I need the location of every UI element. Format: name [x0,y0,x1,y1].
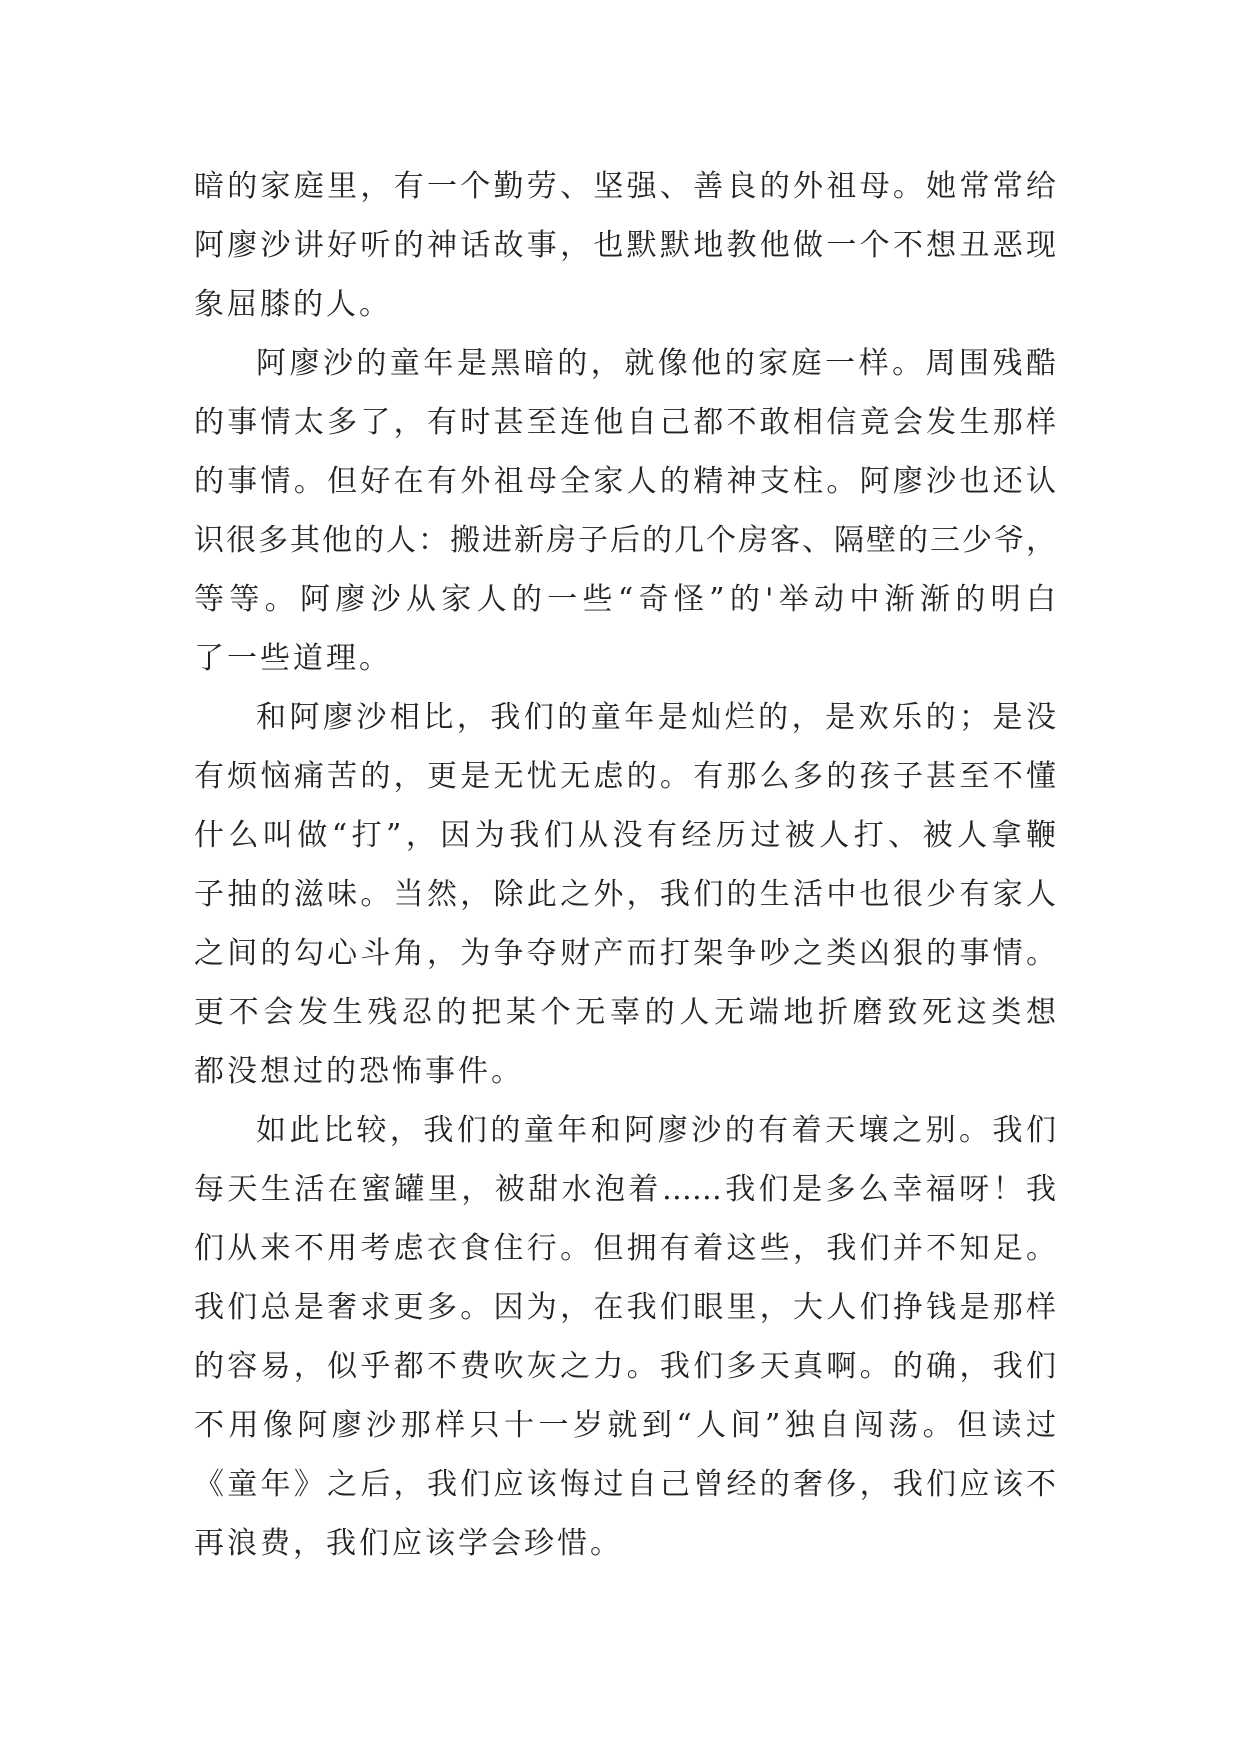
text-line: 的事情。但好在有外祖母全家人的精神支柱。阿廖沙也还认 [194,464,1056,499]
text-line: 什么叫做“打”，因为我们从没有经历过被人打、被人拿鞭 [194,818,1056,853]
text-line: 象屈膝的人。 [194,287,392,322]
paragraph [194,1101,1056,1573]
paragraph [194,157,1056,334]
text-line: 更不会发生残忍的把某个无辜的人无端地折磨致死这类想 [194,995,1056,1030]
paragraph [194,688,1056,1101]
text-line: 都没想过的恐怖事件。 [194,1054,524,1089]
text-line: 阿廖沙的童年是黑暗的，就像他的家庭一样。周围残酷 [256,346,1056,381]
text-line: 有烦恼痛苦的，更是无忧无虑的。有那么多的孩子甚至不懂 [194,759,1056,794]
text-line: 我们总是奢求更多。因为，在我们眼里，大人们挣钱是那样 [194,1290,1056,1325]
text-line: 的事情太多了，有时甚至连他自己都不敢相信竟会发生那样 [194,405,1056,440]
text-line: 暗的家庭里，有一个勤劳、坚强、善良的外祖母。她常常给 [194,169,1056,204]
text-line: 了一些道理。 [194,641,392,676]
text-line: 《童年》之后，我们应该悔过自己曾经的奢侈，我们应该不 [194,1467,1056,1502]
text-line: 识很多其他的人：搬进新房子后的几个房客、隔壁的三少爷， [194,523,1056,558]
text-line: 们从来不用考虑衣食住行。但拥有着这些，我们并不知足。 [194,1231,1056,1266]
paragraph [194,334,1056,688]
text-line: 如此比较，我们的童年和阿廖沙的有着天壤之别。我们 [256,1113,1056,1148]
text-line: 之间的勾心斗角，为争夺财产而打架争吵之类凶狠的事情。 [194,936,1056,971]
text-line: 每天生活在蜜罐里，被甜水泡着……我们是多么幸福呀！我 [194,1172,1056,1207]
text-line: 阿廖沙讲好听的神话故事，也默默地教他做一个不想丑恶现 [194,228,1056,263]
text-line: 再浪费，我们应该学会珍惜。 [194,1526,623,1561]
text-line: 和阿廖沙相比，我们的童年是灿烂的，是欢乐的；是没 [256,700,1056,735]
text-line: 子抽的滋味。当然，除此之外，我们的生活中也很少有家人 [194,877,1056,912]
text-line: 不用像阿廖沙那样只十一岁就到“人间”独自闯荡。但读过 [194,1408,1056,1443]
document-body [194,157,1056,1573]
text-line: 等等。阿廖沙从家人的一些“奇怪”的'举动中渐渐的明白 [194,582,1056,617]
text-line: 的容易，似乎都不费吹灰之力。我们多天真啊。的确，我们 [194,1349,1056,1384]
